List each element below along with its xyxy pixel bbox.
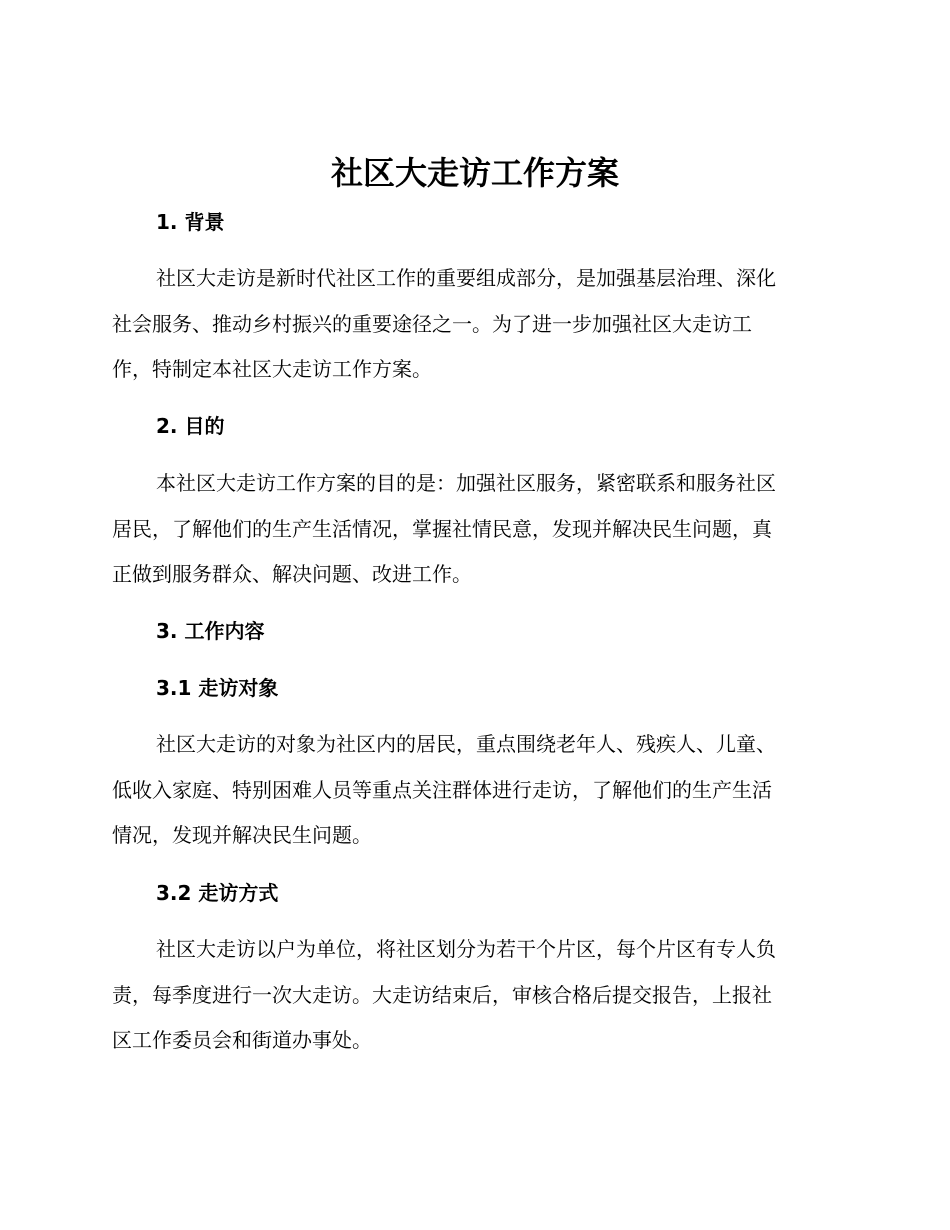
section-heading-visit-method: 3.2 走访方式	[156, 881, 279, 905]
paragraph-line: 居民，了解他们的生产生活情况，掌握社情民意，发现并解决民生问题，真	[112, 516, 772, 541]
paragraph-line: 情况，发现并解决民生问题。	[112, 823, 372, 847]
section-heading-visit-targets: 3.1 走访对象	[156, 676, 279, 700]
section-paragraph-visit-targets	[112, 722, 832, 859]
section-paragraph-visit-method	[112, 927, 832, 1064]
section-paragraph-background	[112, 256, 832, 393]
paragraph-line: 责，每季度进行一次大走访。大走访结束后，审核合格后提交报告，上报社	[112, 982, 772, 1007]
paragraph-line: 正做到服务群众、解决问题、改进工作。	[112, 562, 472, 586]
paragraph-line: 社区大走访的对象为社区内的居民，重点围绕老年人、残疾人、儿童、	[156, 732, 776, 756]
document-title: 社区大走访工作方案	[330, 154, 619, 192]
paragraph-line: 区工作委员会和街道办事处。	[112, 1028, 372, 1052]
section-heading-purpose: 2. 目的	[156, 414, 225, 438]
section-heading-background: 1. 背景	[156, 210, 225, 234]
paragraph-line: 低收入家庭、特别困难人员等重点关注群体进行走访，了解他们的生产生活	[112, 777, 772, 802]
paragraph-line: 社区大走访是新时代社区工作的重要组成部分，是加强基层治理、深化	[156, 266, 776, 290]
paragraph-line: 作，特制定本社区大走访工作方案。	[112, 357, 432, 381]
paragraph-line: 社区大走访以户为单位，将社区划分为若干个片区，每个片区有专人负	[156, 937, 776, 961]
section-heading-work-content: 3. 工作内容	[156, 619, 265, 643]
section-paragraph-purpose	[112, 461, 832, 598]
paragraph-line: 本社区大走访工作方案的目的是：加强社区服务，紧密联系和服务社区	[156, 471, 776, 495]
paragraph-line: 社会服务、推动乡村振兴的重要途径之一。为了进一步加强社区大走访工	[112, 311, 752, 336]
